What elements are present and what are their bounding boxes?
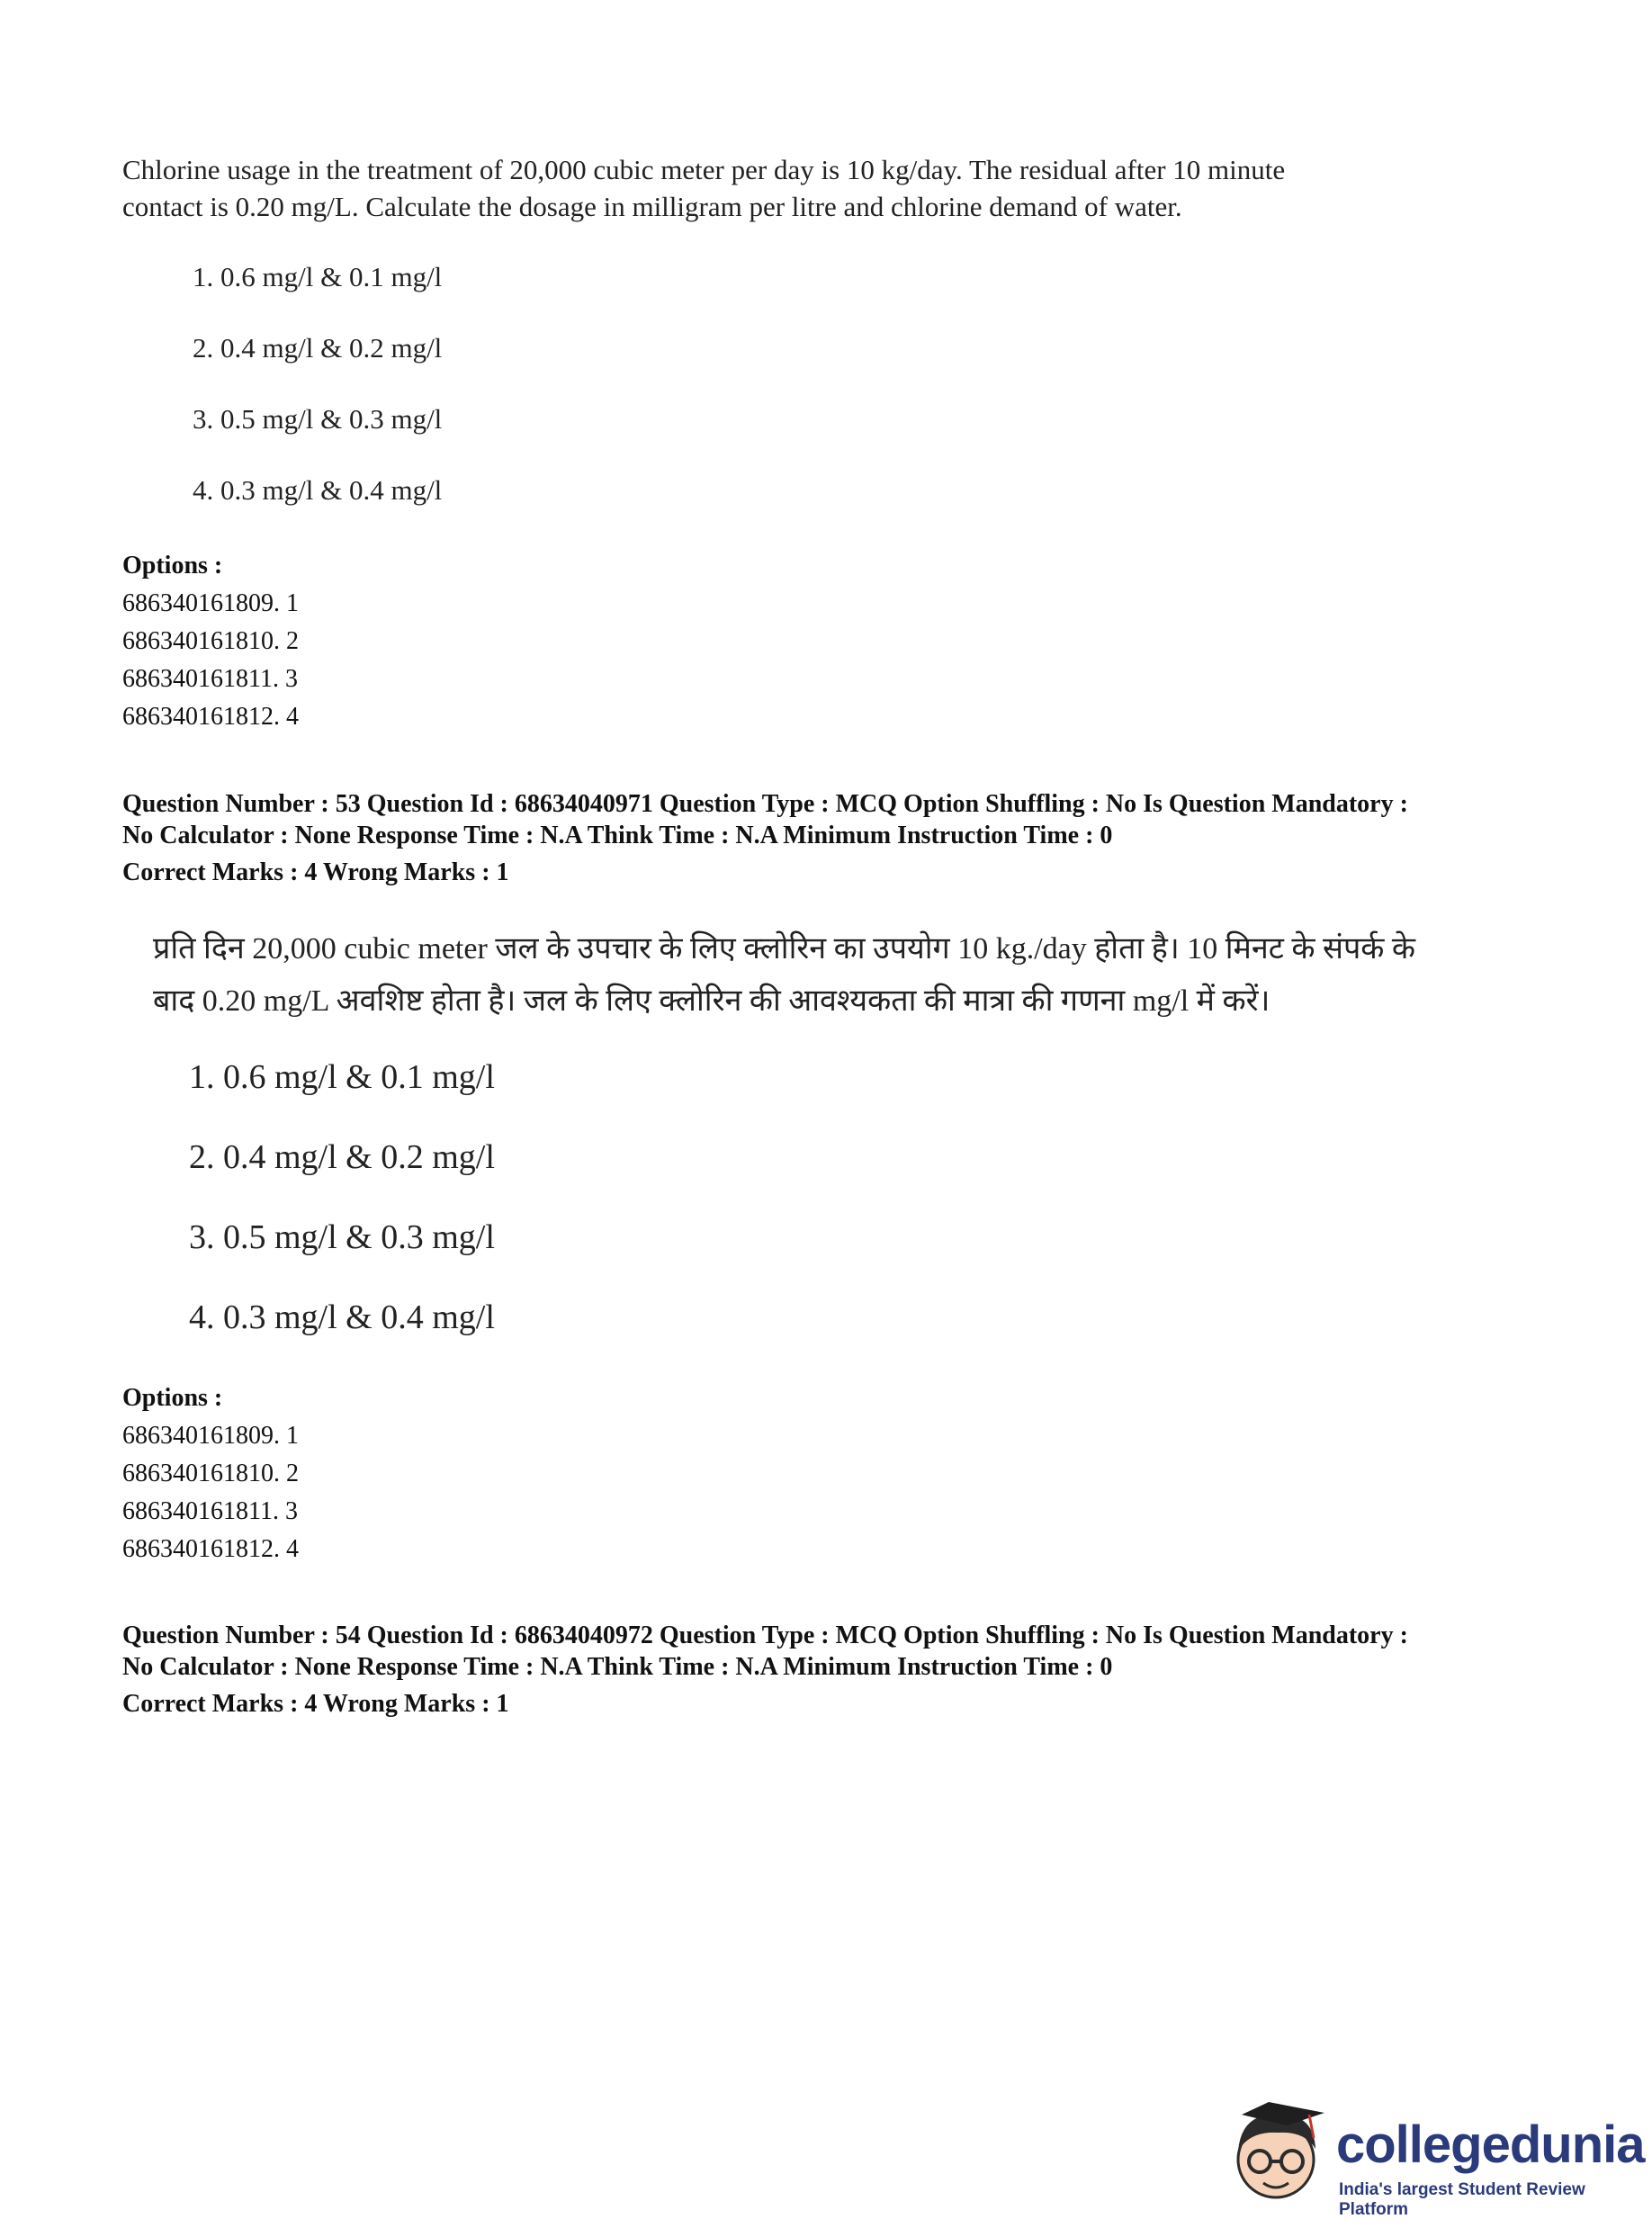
- question-53-hindi-text: [153, 923, 1593, 1028]
- question-52-line-1: Chlorine usage in the treatment of 20,000 cubic meter per day is 10 kg/day. The residual after 10 minute: [122, 154, 1286, 185]
- question-53-meta: [122, 788, 1598, 851]
- question-53-hindi-line-2: बाद 0.20 mg/L अवशिष्ट होता है। जल के लिए क्लोरिन की आवश्यकता की मात्रा की गणना mg/l में करें।: [153, 984, 1270, 1018]
- question-54-marks-row: [122, 1688, 1598, 1720]
- question-53-choice-1: 1. 0.6 mg/l & 0.1 mg/l: [189, 1058, 495, 1096]
- mascot-icon: [1224, 2095, 1332, 2212]
- question-53-choice-4: 4. 0.3 mg/l & 0.4 mg/l: [189, 1298, 495, 1336]
- option-id-53-1: 686340161809. 1: [122, 1422, 299, 1450]
- question-54-marks: Correct Marks : 4 Wrong Marks : 1: [122, 1690, 509, 1718]
- question-53-choice-2: 2. 0.4 mg/l & 0.2 mg/l: [189, 1138, 495, 1176]
- question-54-meta: [122, 1620, 1598, 1683]
- option-id-1: 686340161809. 1: [122, 589, 299, 617]
- question-53-choice-3: 3. 0.5 mg/l & 0.3 mg/l: [189, 1218, 495, 1256]
- question-52-choice-3: 3. 0.5 mg/l & 0.3 mg/l: [193, 403, 443, 435]
- question-52-text: [122, 151, 1562, 225]
- logo-tagline: India's largest Student Review Platform: [1339, 2180, 1585, 2219]
- question-52-line-2: contact is 0.20 mg/L. Calculate the dosage in milligram per litre and chlorine demand of water.: [122, 191, 1182, 222]
- logo-wordmark: collegedunia: [1336, 2116, 1645, 2174]
- option-id-53-3: 686340161811. 3: [122, 1497, 298, 1525]
- option-id-2: 686340161810. 2: [122, 627, 299, 655]
- options-label: Options :: [122, 552, 223, 579]
- question-54-meta-line-2: No Calculator : None Response Time : N.A Think Time : N.A Minimum Instruction Time : 0: [122, 1653, 1113, 1681]
- question-52-choice-4: 4. 0.3 mg/l & 0.4 mg/l: [193, 474, 443, 506]
- option-id-3: 686340161811. 3: [122, 665, 298, 693]
- option-id-53-2: 686340161810. 2: [122, 1460, 299, 1487]
- collegedunia-logo: [1224, 2095, 1647, 2219]
- question-53-marks-row: [122, 857, 1598, 888]
- question-52-choice-2: 2. 0.4 mg/l & 0.2 mg/l: [193, 332, 443, 364]
- question-52-choice-1: 1. 0.6 mg/l & 0.1 mg/l: [193, 261, 443, 292]
- question-53-marks: Correct Marks : 4 Wrong Marks : 1: [122, 858, 509, 886]
- question-53-meta-line-1: Question Number : 53 Question Id : 68634040971 Question Type : MCQ Option Shuffling : No Is Question Mandatory :: [122, 790, 1408, 818]
- question-54-meta-line-1: Question Number : 54 Question Id : 68634040972 Question Type : MCQ Option Shuffling : No Is Question Mandatory :: [122, 1622, 1408, 1649]
- options-label-53: Options :: [122, 1384, 223, 1412]
- question-53-hindi-line-1: प्रति दिन 20,000 cubic meter जल के उपचार के लिए क्लोरिन का उपयोग 10 kg./day होता है। 10 मिनट के संपर्क के: [153, 932, 1415, 966]
- question-53-meta-line-2: No Calculator : None Response Time : N.A Think Time : N.A Minimum Instruction Time : 0: [122, 822, 1113, 849]
- option-id-4: 686340161812. 4: [122, 703, 299, 731]
- option-id-53-4: 686340161812. 4: [122, 1535, 299, 1563]
